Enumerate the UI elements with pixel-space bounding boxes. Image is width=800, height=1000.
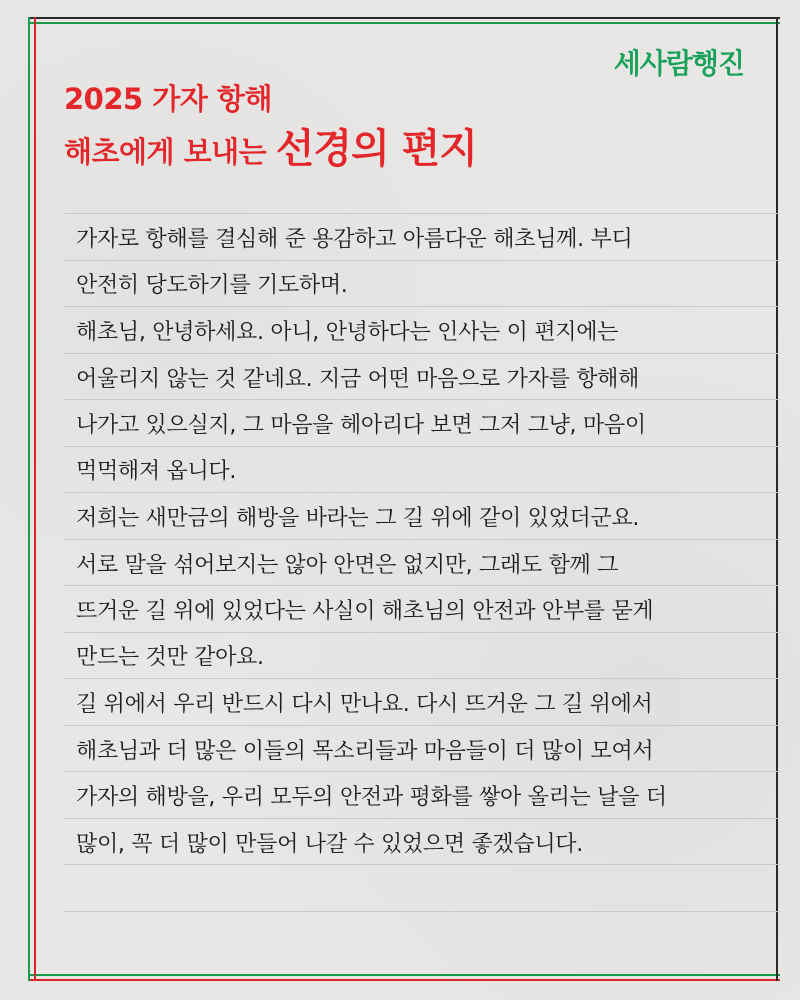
heading-line-2-emphasis: 선경의 편지 [275, 126, 477, 172]
ruled-line [64, 771, 780, 772]
ruled-line [64, 399, 780, 400]
ruled-line [64, 725, 780, 726]
letter-line: 만드는 것만 같아요. [76, 645, 264, 670]
ruled-line [64, 632, 780, 633]
letter-line: 서로 말을 섞어보지는 않아 안면은 없지만, 그래도 함께 그 [76, 553, 619, 578]
top-border-dark [28, 17, 780, 19]
heading-line-2 [64, 125, 477, 181]
letter-line: 가자로 항해를 결심해 준 용감하고 아름다운 해초님께. 부디 [76, 227, 633, 252]
left-border-red [34, 17, 36, 981]
letter-line: 많이, 꼭 더 많이 만들어 나갈 수 있었으면 좋겠습니다. [76, 832, 583, 857]
ruled-line [64, 818, 780, 819]
ruled-line [64, 678, 780, 679]
top-border-green [28, 22, 780, 24]
ruled-line [64, 446, 780, 447]
ruled-line [64, 864, 780, 865]
bottom-border-red [28, 979, 780, 981]
letter-line: 나가고 있으실지, 그 마음을 헤아리다 보면 그저 그냥, 마음이 [76, 413, 646, 438]
letter-line: 길 위에서 우리 반드시 다시 만나요. 다시 뜨거운 그 길 위에서 [76, 692, 653, 717]
letter-line: 가자의 해방을, 우리 모두의 안전과 평화를 쌓아 올리는 날을 더 [76, 785, 667, 810]
letter-line: 안전히 당도하기를 기도하며. [76, 273, 348, 298]
ruled-line [64, 306, 780, 307]
letter-line: 해초님과 더 많은 이들의 목소리들과 마음들이 더 많이 모여서 [76, 739, 654, 764]
letter-line: 저희는 새만금의 해방을 바라는 그 길 위에 같이 있었더군요. [76, 506, 640, 531]
right-border-dark [776, 17, 778, 981]
letter-line: 어울리지 않는 것 같네요. 지금 어떤 마음으로 가자를 항해해 [76, 367, 640, 392]
letter-heading [64, 78, 477, 181]
ruled-line [64, 213, 780, 214]
letter-line: 뜨거운 길 위에 있었다는 사실이 해초님의 안전과 안부를 묻게 [76, 599, 654, 624]
letter-line: 해초님, 안녕하세요. 아니, 안녕하다는 인사는 이 편지에는 [76, 320, 619, 345]
ruled-line [64, 539, 780, 540]
ruled-line [64, 911, 780, 912]
letter-line: 먹먹해져 옵니다. [76, 459, 237, 484]
left-border-green [28, 17, 30, 981]
ruled-line [64, 260, 780, 261]
bottom-border-green [28, 974, 780, 976]
ruled-line [64, 353, 780, 354]
ruled-line [64, 492, 780, 493]
ruled-line [64, 585, 780, 586]
heading-line-2-prefix: 해초에게 보내는 [64, 135, 276, 169]
heading-line-1: 2025 가자 항해 [64, 82, 272, 116]
brand-logo: 세사람행진 [613, 47, 744, 80]
